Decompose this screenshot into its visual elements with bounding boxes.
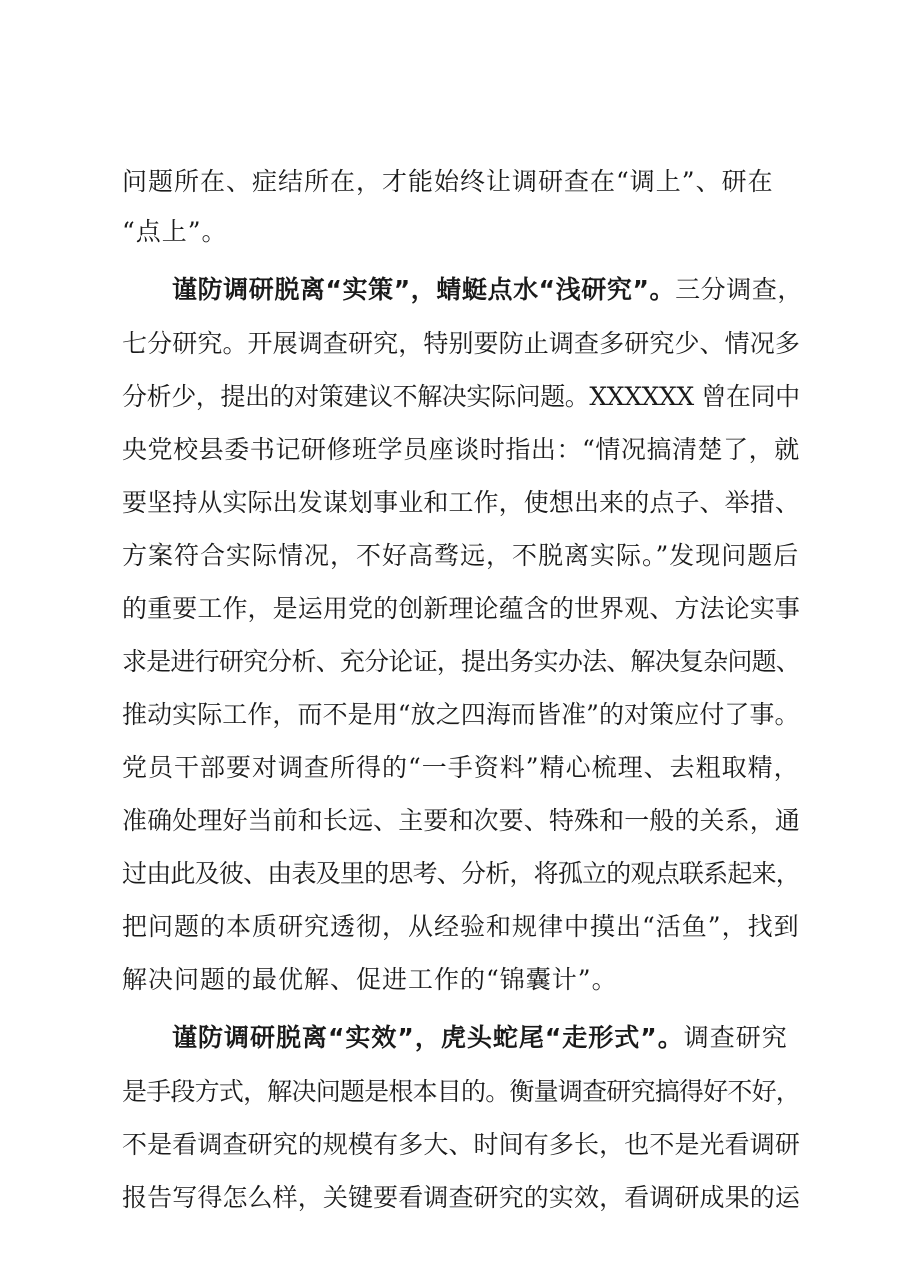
text-line: 报告写得怎么样，关键要看调查研究的实效，看调研成果的运 — [122, 1183, 801, 1212]
paragraph-heading: 谨防调研脱离“实效”，虎头蛇尾“走形式”。 — [172, 1023, 684, 1052]
text-line: 不是看调查研究的规模有多大、时间有多长，也不是光看调研 — [122, 1130, 801, 1159]
text-line: “点上”。 — [122, 217, 228, 246]
text-line: 解决问题的最优解、促进工作的“锦囊计”。 — [122, 965, 618, 994]
text-line: 方案符合实际情况，不好高骛远，不脱离实际。”发现问题后 — [122, 541, 800, 570]
paragraph-heading-line — [172, 273, 803, 307]
text-line: 把问题的本质研究透彻，从经验和规律中摸出“活鱼”，找到 — [122, 912, 800, 941]
paragraph-heading-line — [172, 1021, 788, 1055]
text-line: 是手段方式，解决问题是根本目的。衡量调查研究搞得好不好， — [122, 1077, 801, 1106]
text-line: 分析少，提出的对策建议不解决实际问题。XXXXXX 曾在同中 — [122, 382, 800, 411]
text-line: 准确处理好当前和长远、主要和次要、特殊和一般的关系，通 — [122, 806, 801, 835]
text-line: 的重要工作，是运用党的创新理论蕴含的世界观、方法论实事 — [122, 594, 801, 623]
text-line: 问题所在、症结所在，才能始终让调研查在“调上”、研在 — [122, 167, 774, 196]
paragraph-lead: 调查研究 — [683, 1023, 788, 1052]
text-line: 党员干部要对调查所得的“一手资料”精心梳理、去粗取精， — [122, 753, 800, 782]
text-line: 过由此及彼、由表及里的思考、分析，将孤立的观点联系起来， — [122, 859, 801, 888]
paragraph-heading: 谨防调研脱离“实策”，蜻蜓点水“浅研究”。 — [172, 275, 676, 304]
text-line: 求是进行研究分析、充分论证，提出务实办法、解决复杂问题、 — [122, 647, 801, 676]
text-line: 七分研究。开展调查研究，特别要防止调查多研究少、情况多 — [122, 329, 801, 358]
paragraph-lead: 三分调查， — [675, 275, 804, 304]
text-line: 推动实际工作，而不是用“放之四海而皆准”的对策应付了事。 — [122, 700, 800, 729]
text-line: 要坚持从实际出发谋划事业和工作，使想出来的点子、举措、 — [122, 488, 801, 517]
text-line: 央党校县委书记研修班学员座谈时指出：“情况搞清楚了，就 — [122, 435, 800, 464]
